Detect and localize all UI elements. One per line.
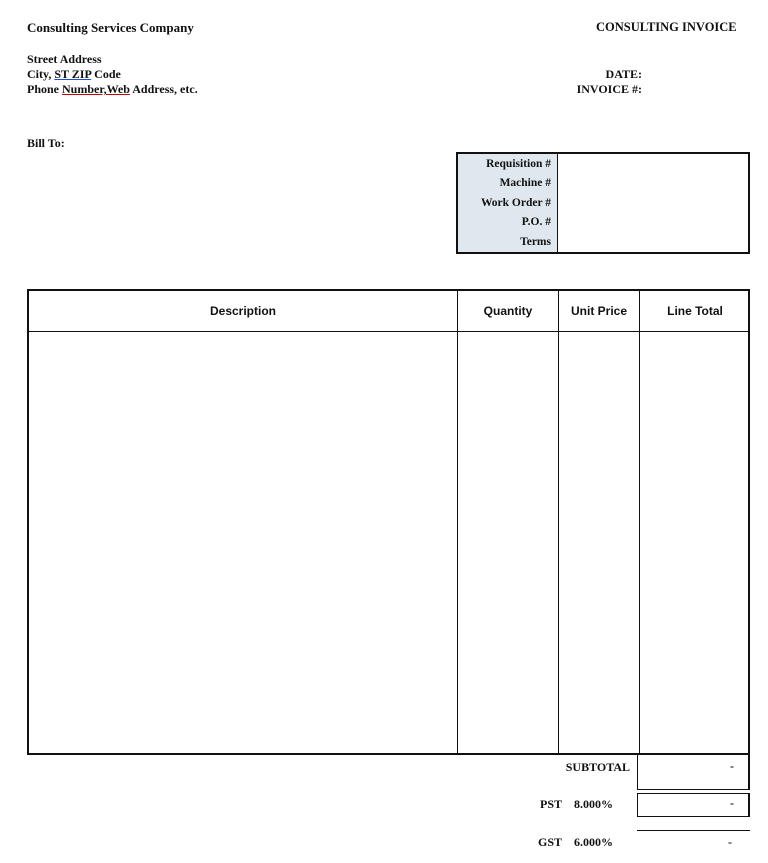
phone-suffix: Address, etc. [132, 82, 198, 96]
phone-web: Number,Web [62, 82, 130, 96]
column-divider [639, 291, 640, 753]
company-address [27, 52, 198, 97]
pst-value: - [730, 796, 734, 810]
phone-prefix: Phone [27, 82, 60, 96]
pst-rate: 8.000% [574, 797, 613, 811]
po-label: P.O. # [521, 216, 551, 229]
pst-box [637, 793, 750, 817]
pst-label: PST [539, 797, 562, 811]
subtotal-value: - [730, 759, 734, 773]
quantity-header: Quantity [483, 304, 533, 318]
gst-value: - [728, 835, 732, 849]
column-divider [457, 291, 458, 753]
gst-line [637, 830, 750, 831]
machine-label: Machine # [499, 177, 551, 190]
subtotal-label: SUBTOTAL [565, 760, 630, 774]
city-suffix: Code [94, 67, 121, 81]
items-table [27, 289, 750, 755]
work-order-label: Work Order # [480, 196, 551, 209]
unit-price-header: Unit Price [570, 304, 627, 318]
requisition-label: Requisition # [486, 158, 551, 170]
city-line [27, 67, 198, 82]
gst-label: GST [537, 835, 562, 849]
invoice-number-label: INVOICE #: [576, 82, 642, 96]
city-prefix: City, [27, 67, 52, 81]
terms-label: Terms [520, 235, 551, 248]
phone-line [27, 82, 198, 97]
gst-rate: 6.000% [574, 835, 613, 849]
street-address: Street Address [27, 52, 102, 66]
line-total-header: Line Total [667, 304, 723, 318]
subtotal-box [637, 754, 750, 790]
city-st-zip: ST ZIP [54, 67, 92, 81]
description-header: Description [209, 304, 276, 318]
invoice-title: CONSULTING INVOICE [596, 20, 737, 34]
requisition-box [456, 152, 750, 254]
bill-to-label: Bill To: [27, 136, 65, 150]
column-divider [558, 291, 559, 753]
header-divider [29, 331, 748, 332]
requisition-labels [458, 154, 558, 252]
date-label: DATE: [605, 67, 642, 81]
company-name: Consulting Services Company [27, 20, 194, 35]
